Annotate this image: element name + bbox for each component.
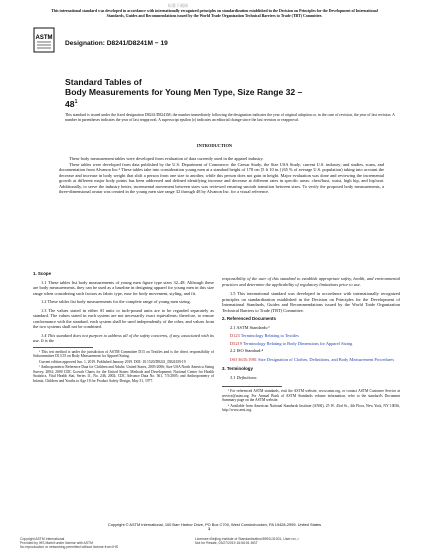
reference-d5219[interactable] xyxy=(230,341,400,347)
terminology-3-1: 3.1 Definitions: xyxy=(230,374,258,380)
scope-1-4-continued: responsibility of the user of this standard to establish appropriate safety, health, and environmental practices and determine the applicability of regulatory limitations prior to use. xyxy=(222,276,400,287)
svg-text:ASTM: ASTM xyxy=(35,35,53,41)
left-column xyxy=(33,271,214,384)
top-notice: This international standard was developed in accordance with internationally recognized principles on standardization established in the Decision on Principles for the Development of International Standards, Guides and Recommendations issued by the World Trade Organization Technical Barriers to Trade (TBT) Committee. xyxy=(51,9,378,18)
astm-logo-icon xyxy=(33,27,55,53)
license-footer-right xyxy=(195,537,375,545)
reference-d123-title[interactable]: Terminology Relating to Textiles xyxy=(240,333,299,338)
title-line-3 xyxy=(65,97,365,109)
terminology-heading: 3. Terminology xyxy=(222,366,253,371)
license-line-2: Provided by IHS Markit under license with ASTM xyxy=(20,541,93,545)
title-line-1: Standard Tables of xyxy=(65,77,142,87)
watermark-stamp: 标准下载网 xyxy=(168,3,188,8)
license-footer xyxy=(20,537,415,551)
license-line-3: No reproduction or networking permitted without license from IHS xyxy=(20,545,118,549)
reference-d5219-code[interactable]: D5219 xyxy=(230,340,242,346)
scope-heading: 1. Scope xyxy=(33,271,52,276)
scope-1-4: 1.4 This standard does not purport to address all of the safety concerns, if any, associated with its use. It is the xyxy=(33,332,214,343)
footnote-1-edition: Current edition approved Jun. 1, 2019. Published January 2019. DOI: 10.1520/D8241_D8241M-19 xyxy=(39,359,186,364)
designation: Designation: D8241/D8241M − 19 xyxy=(65,40,168,47)
title-footnote-mark: 1 xyxy=(74,99,78,105)
referenced-documents-heading: 2. Referenced Documents xyxy=(222,316,276,321)
footnote-2: ² Anthropometric Reference Data for Children and Adults: United States, 2003-2006; Size USA North America Sizing Survey, 2004; 2000 CDC Growth Charts for the United States: Methods and Development; National Center for Health Statistics, Vital Health Stat, Series 11, No. 246, 2002; CDC Advance Data No. 361, 7/5/2005; and Anthropometry of Infants, Children and Youths to Age 18 for Product Safety Design, May 31, 1977. xyxy=(33,365,214,383)
reference-d5219-title[interactable]: Terminology Relating to Body Dimensions for Apparel Sizing xyxy=(242,340,353,346)
reference-d123[interactable] xyxy=(230,333,400,339)
footnote-3: ³ For referenced ASTM standards, visit the ASTM website, www.astm.org, or contact ASTM Customer Service at service@astm.org. For Annual Book of ASTM Standards volume information, refer to the standard's Document Summary page on the ASTM website. xyxy=(222,389,400,402)
footnote-4: ⁴ Available from American National Standards Institute (ANSI), 25 W. 43rd St., 4th Floor, New York, NY 10036, http://www.ansi.org. xyxy=(222,403,400,412)
resale-line: Not for Resale, 03/27/2019 16:56:51 MST xyxy=(195,541,258,545)
page-number: 1 xyxy=(208,526,211,531)
intro-paragraph-1: These body measurement tables were developed from evaluation of data currently used in the apparel industry. xyxy=(69,156,264,161)
license-line-1: Copyright ASTM International xyxy=(20,537,65,541)
reference-d123-code[interactable]: D123 xyxy=(230,333,240,338)
footnote-divider-right xyxy=(222,386,282,387)
reference-iso-code[interactable]: ISO 3635:1981 xyxy=(230,356,257,362)
astm-standards-label: 2.1 ASTM Standards:³ xyxy=(230,324,270,330)
licensee-line: Licensee=Beijing Institute of Standardization/5991131001, User=xx, r xyxy=(195,537,299,541)
footnote-divider xyxy=(33,347,93,348)
astm-logo xyxy=(33,27,55,53)
introduction-heading: INTRODUCTION xyxy=(196,143,233,148)
license-footer-left xyxy=(20,537,160,549)
title-line-2: Body Measurements for Young Men Type, Size Range 32 – xyxy=(65,87,303,97)
right-column xyxy=(222,276,400,414)
scope-1-2: 1.2 These tables list body measurements for the complete range of young men sizing. xyxy=(41,299,191,304)
scope-1-1: 1.1 These tables list body measurements of young men figure type sizes 32–48. Although these are body measurements, they can be used as a baseline in designing apparel for young men in this size range when considering such factors as fabric type, ease for body movement, styling, and fit. xyxy=(33,279,214,296)
scope-1-3: 1.3 The values stated in either SI units or inch-pound units are to be regarded separately as standard. The values stated in each system are not necessarily exact equivalents; therefore, to ensure conformance with the standard, each system shall be used independently of the other, and values from the two systems shall not be combined. xyxy=(33,307,214,329)
reference-iso-3635[interactable] xyxy=(230,357,400,363)
reference-iso-title[interactable]: Size Designation of Clothes, Definitions, and Body Measurement Procedures xyxy=(258,356,394,362)
scope-1-5: 1.5 This international standard was developed in accordance with internationally recognized principles on standardization established in the Decision on Principles for the Development of International Standards, Guides and Recommendations issued by the World Trade Organization Technical Barriers to Trade (TBT) Committee. xyxy=(222,291,400,313)
intro-paragraph-2: These tables were developed from data published by the U.S. Department of Commerce; the Caesar Study; the Size USA Study; current U.S. industry; and studies, scans, and documentation from Alvanon Inc.² These tables take into consideration young men at a standard height of 178 cm [5 ft 10 in.] (65 % of average U.S. population) taking into account the decrease and increase in body weight that shift a person from one size to another, while this person does not gain in height. Major evaluation was done and reviewing the incremental growth at different major body points has been addressed and defined identifying increase and decrease at different rates in specific areas: chest/bust, waist, high hip, and hip/seat. Additionally, to serve the industry better, incremental movement between sizes was reviewed ensuring smooth transition between sizes. To verify the proposed body measurements, a three-dimensional avatar was created in the young men size range 32 through 48 by Alvanon Inc. for a visual reference. xyxy=(59,161,384,194)
standard-title xyxy=(65,77,365,109)
footnote-1: ¹ This test method is under the jurisdiction of ASTM Committee D13 on Textiles and is the direct responsibility of Subcommittee D13.55 on Body Measurement for Apparel Sizing. xyxy=(33,349,214,358)
introduction-body xyxy=(59,156,384,195)
issued-note: This standard is issued under the fixed designation D8241/D8241M; the number immediately following the designation indicates the year of original adoption or, in the case of revision, the year of last revision. A number in parentheses indicates the year of last reapproval. A superscript epsilon (ε) indicates an editorial change since the last revision or reapproval. xyxy=(65,113,395,122)
iso-standard-label: 2.2 ISO Standard:⁴ xyxy=(230,348,264,353)
title-line-3-text: 48 xyxy=(65,98,75,109)
copyright-line: Copyright © ASTM International, 100 Barr Harbor Drive, PO Box C700, West Conshohocken, PA 19428-2959. United States xyxy=(107,522,322,527)
